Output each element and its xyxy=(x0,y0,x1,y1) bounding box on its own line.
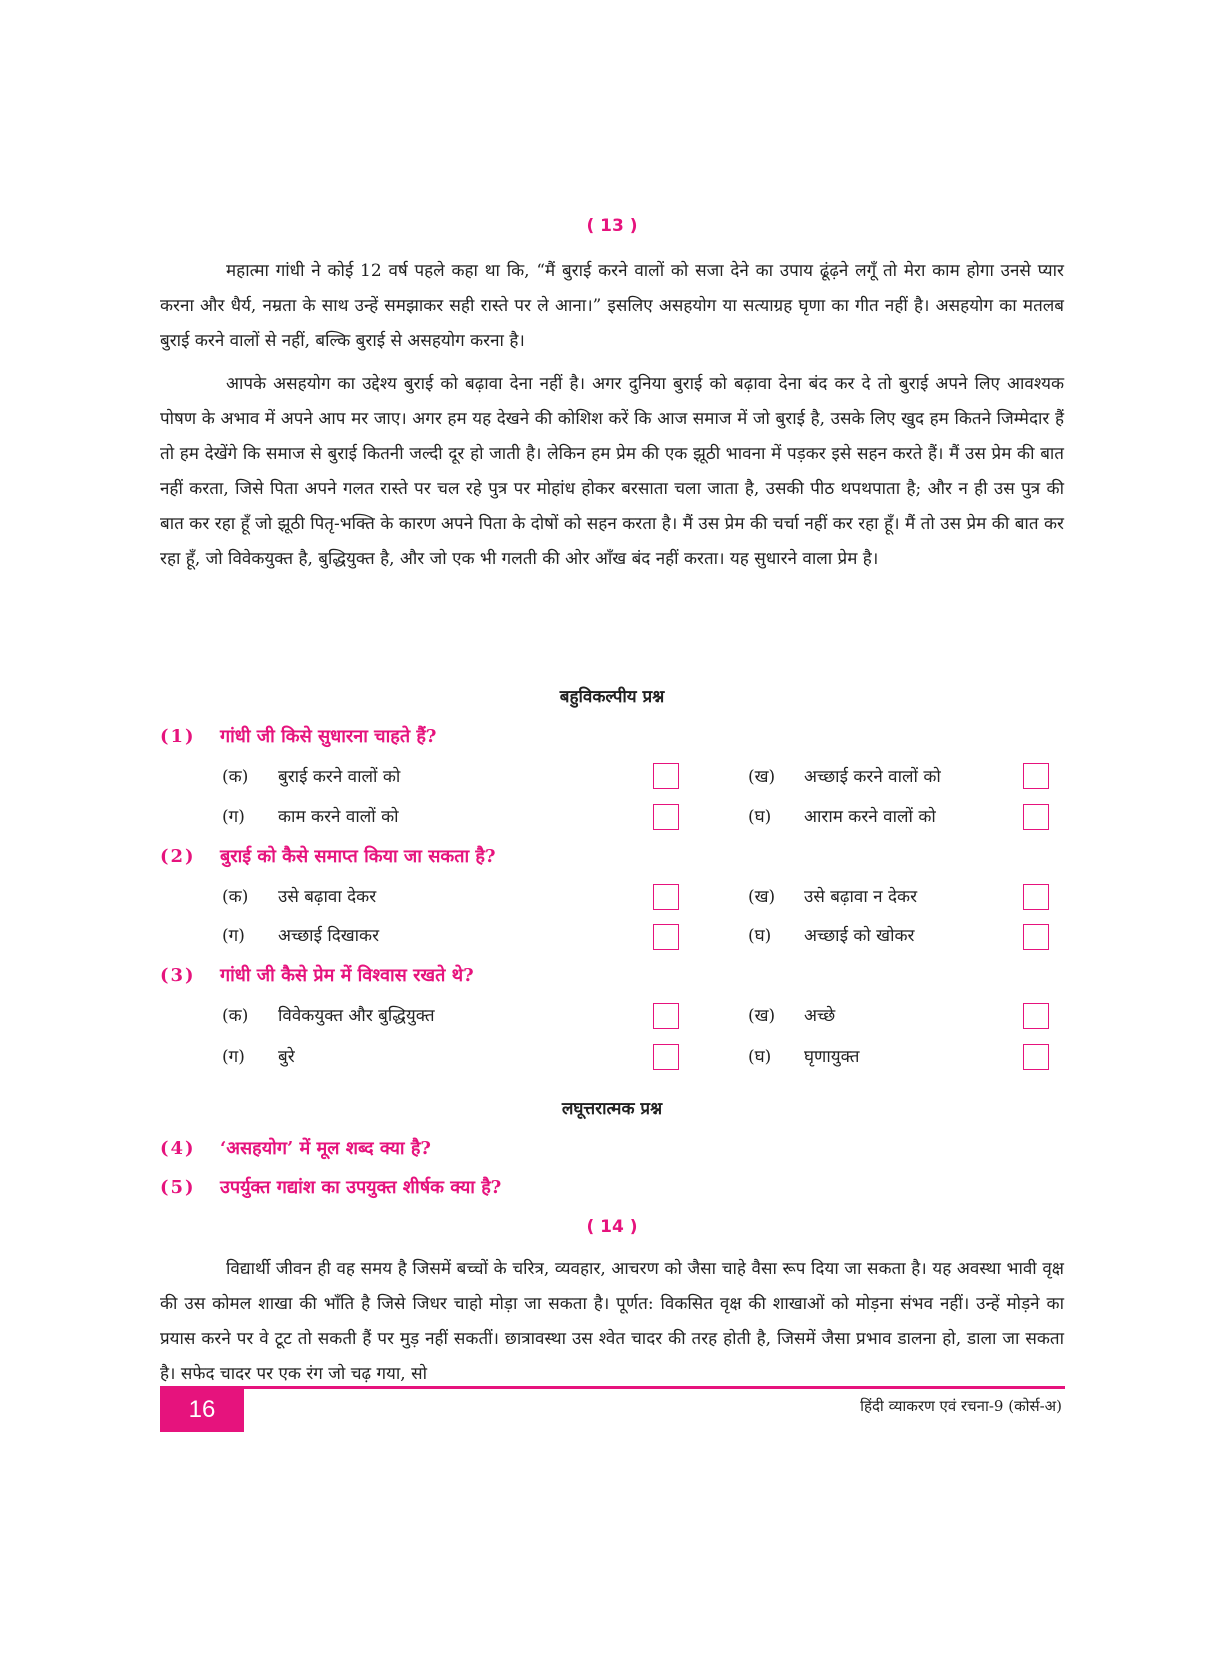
question-text: ‘असहयोग’ में मूल शब्द क्या है? xyxy=(220,1138,431,1159)
option-text: बुरे xyxy=(278,1047,295,1067)
passage-14-paragraph: विद्यार्थी जीवन ही वह समय है जिसमें बच्चों के चरित्र, व्यवहार, आचरण को जैसा चाहे वैसा रूप दिया जा सकता है। यह अवस्था भावी वृक्ष की उस कोमल शाखा की भाँति है जिसे जिधर चाहो मोड़ा जा सकता है। पूर्णत: विकसित वृक्ष की शाखाओं को मोड़ना संभव नहीं। उन्हें मोड़ने का प्रयास करने पर वे टूट तो सकती हैं पर मुड़ नहीं सकतीं। छात्रावस्था उस श्वेत चादर की तरह होती है, जिसमें जैसा प्रभाव डालना हो, डाला जा सकता है। सफेद चादर पर एक रंग जो चढ़ गया, सो xyxy=(160,1259,1064,1384)
mcq-question-1 xyxy=(160,724,1060,748)
option-text: विवेकयुक्त और बुद्धियुक्त xyxy=(278,1006,435,1026)
passage-13-paragraph-2: आपके असहयोग का उद्देश्य बुराई को बढ़ावा देना नहीं है। अगर दुनिया बुराई को बढ़ावा देना बंद कर दे तो बुराई अपने लिए आवश्यक पोषण के अभाव में अपने आप मर जाए। अगर हम यह देखने की कोशिश करें कि आज समाज में जो बुराई है, उसके लिए खुद हम कितने जिम्मेदार हैं तो हम देखेंगे कि समाज से बुराई कितनी जल्दी दूर हो जाती है। लेकिन हम प्रेम की एक झूठी भावना में पड़कर इसे सहन करते हैं। मैं उस प्रेम की बात नहीं करता, जिसे पिता अपने गलत रास्ते पर चल रहे पुत्र पर मोहांध होकर बरसाता चला जाता है, उसकी पीठ थपथपाता है; और न ही उस पुत्र की बात कर रहा हूँ जो झूठी पितृ-भक्ति के कारण अपने पिता के दोषों को सहन करता है। मैं उस प्रेम की चर्चा नहीं कर रहा हूँ। मैं तो उस प्रेम की बात कर रहा हूँ, जो विवेकयुक्त है, बुद्धियुक्त है, और जो एक भी गलती की ओर आँख बंद नहीं करता। यह सुधारने वाला प्रेम है। xyxy=(160,374,1064,569)
short-question-4 xyxy=(160,1136,1060,1160)
option-text: अच्छे xyxy=(804,1006,836,1026)
option-label: (घ) xyxy=(748,807,772,827)
option-label: (घ) xyxy=(748,926,772,946)
option-label: (घ) xyxy=(748,1047,772,1067)
checkbox-q3-gha[interactable] xyxy=(1023,1044,1049,1070)
question-number: (3) xyxy=(160,965,196,986)
option-q2-ga xyxy=(222,923,379,946)
option-label: (ख) xyxy=(748,1006,776,1026)
passage-13-number: ( 13 ) xyxy=(586,216,638,236)
option-label: (ग) xyxy=(222,807,245,827)
option-q1-ga xyxy=(222,804,399,827)
question-number: (2) xyxy=(160,846,196,867)
question-text: बुराई को कैसे समाप्त किया जा सकता है? xyxy=(220,846,496,867)
option-text: अच्छाई करने वालों को xyxy=(804,767,941,787)
option-text: अच्छाई को खोकर xyxy=(804,926,915,946)
option-label: (ख) xyxy=(748,887,776,907)
option-text: बुराई करने वालों को xyxy=(278,767,401,787)
checkbox-q1-ga[interactable] xyxy=(653,804,679,830)
option-q2-gha xyxy=(748,923,915,946)
passage-13-text xyxy=(160,254,1064,585)
option-label: (क) xyxy=(222,1006,249,1026)
option-q2-ka xyxy=(222,884,376,907)
checkbox-q2-ga[interactable] xyxy=(653,924,679,950)
passage-14-text xyxy=(160,1252,1064,1400)
checkbox-q2-gha[interactable] xyxy=(1023,924,1049,950)
option-q2-kha xyxy=(748,884,917,907)
question-number: (1) xyxy=(160,726,196,747)
checkbox-q1-ka[interactable] xyxy=(653,763,679,789)
option-q3-ka xyxy=(222,1003,435,1026)
option-label: (क) xyxy=(222,767,249,787)
short-answer-section-title: लघूत्तरात्मक प्रश्न xyxy=(561,1099,663,1119)
option-text: काम करने वालों को xyxy=(278,807,399,827)
option-label: (ख) xyxy=(748,767,776,787)
option-text: अच्छाई दिखाकर xyxy=(278,926,380,946)
page-number: 16 xyxy=(160,1388,244,1432)
option-q3-gha xyxy=(748,1044,859,1067)
option-text: उसे बढ़ावा न देकर xyxy=(804,887,918,907)
book-title: हिंदी व्याकरण एवं रचना-9 (कोर्स-अ) xyxy=(860,1397,1062,1415)
mcq-question-3 xyxy=(160,963,1060,987)
passage-14-number: ( 14 ) xyxy=(586,1217,638,1237)
question-text: गांधी जी किसे सुधारना चाहते हैं? xyxy=(220,726,437,747)
option-q1-ka xyxy=(222,764,400,787)
option-q1-gha xyxy=(748,804,936,827)
checkbox-q3-kha[interactable] xyxy=(1023,1003,1049,1029)
option-q3-kha xyxy=(748,1003,835,1026)
checkbox-q2-kha[interactable] xyxy=(1023,884,1049,910)
option-label: (ग) xyxy=(222,1047,245,1067)
option-label: (ग) xyxy=(222,926,245,946)
option-text: उसे बढ़ावा देकर xyxy=(278,887,377,907)
option-text: आराम करने वालों को xyxy=(804,807,936,827)
question-text: उपर्युक्त गद्यांश का उपयुक्त शीर्षक क्या है? xyxy=(220,1177,502,1198)
checkbox-q3-ka[interactable] xyxy=(653,1003,679,1029)
question-number: (5) xyxy=(160,1177,196,1198)
passage-13-paragraph-1: महात्मा गांधी ने कोई 12 वर्ष पहले कहा था कि, “मैं बुराई करने वालों को सजा देने का उपाय ढूंढ़ने लगूँ तो मेरा काम होगा उनसे प्यार करना और धैर्य, नम्रता के साथ उन्हें समझाकर सही रास्ते पर ले आना।” इसलिए असहयोग या सत्याग्रह घृणा का गीत नहीं है। असहयोग का मतलब बुराई करने वालों से नहीं, बल्कि बुराई से असहयोग करना है। xyxy=(160,261,1064,351)
question-text: गांधी जी कैसे प्रेम में विश्वास रखते थे? xyxy=(220,965,474,986)
question-number: (4) xyxy=(160,1138,196,1159)
checkbox-q1-gha[interactable] xyxy=(1023,804,1049,830)
option-text: घृणायुक्त xyxy=(804,1047,860,1067)
mcq-question-2 xyxy=(160,844,1060,868)
footer-divider xyxy=(160,1386,1065,1389)
option-label: (क) xyxy=(222,887,249,907)
short-question-5 xyxy=(160,1175,1060,1199)
option-q1-kha xyxy=(748,764,941,787)
checkbox-q1-kha[interactable] xyxy=(1023,763,1049,789)
checkbox-q3-ga[interactable] xyxy=(653,1044,679,1070)
mcq-section-title: बहुविकल्पीय प्रश्न xyxy=(559,687,665,707)
checkbox-q2-ka[interactable] xyxy=(653,884,679,910)
option-q3-ga xyxy=(222,1044,295,1067)
